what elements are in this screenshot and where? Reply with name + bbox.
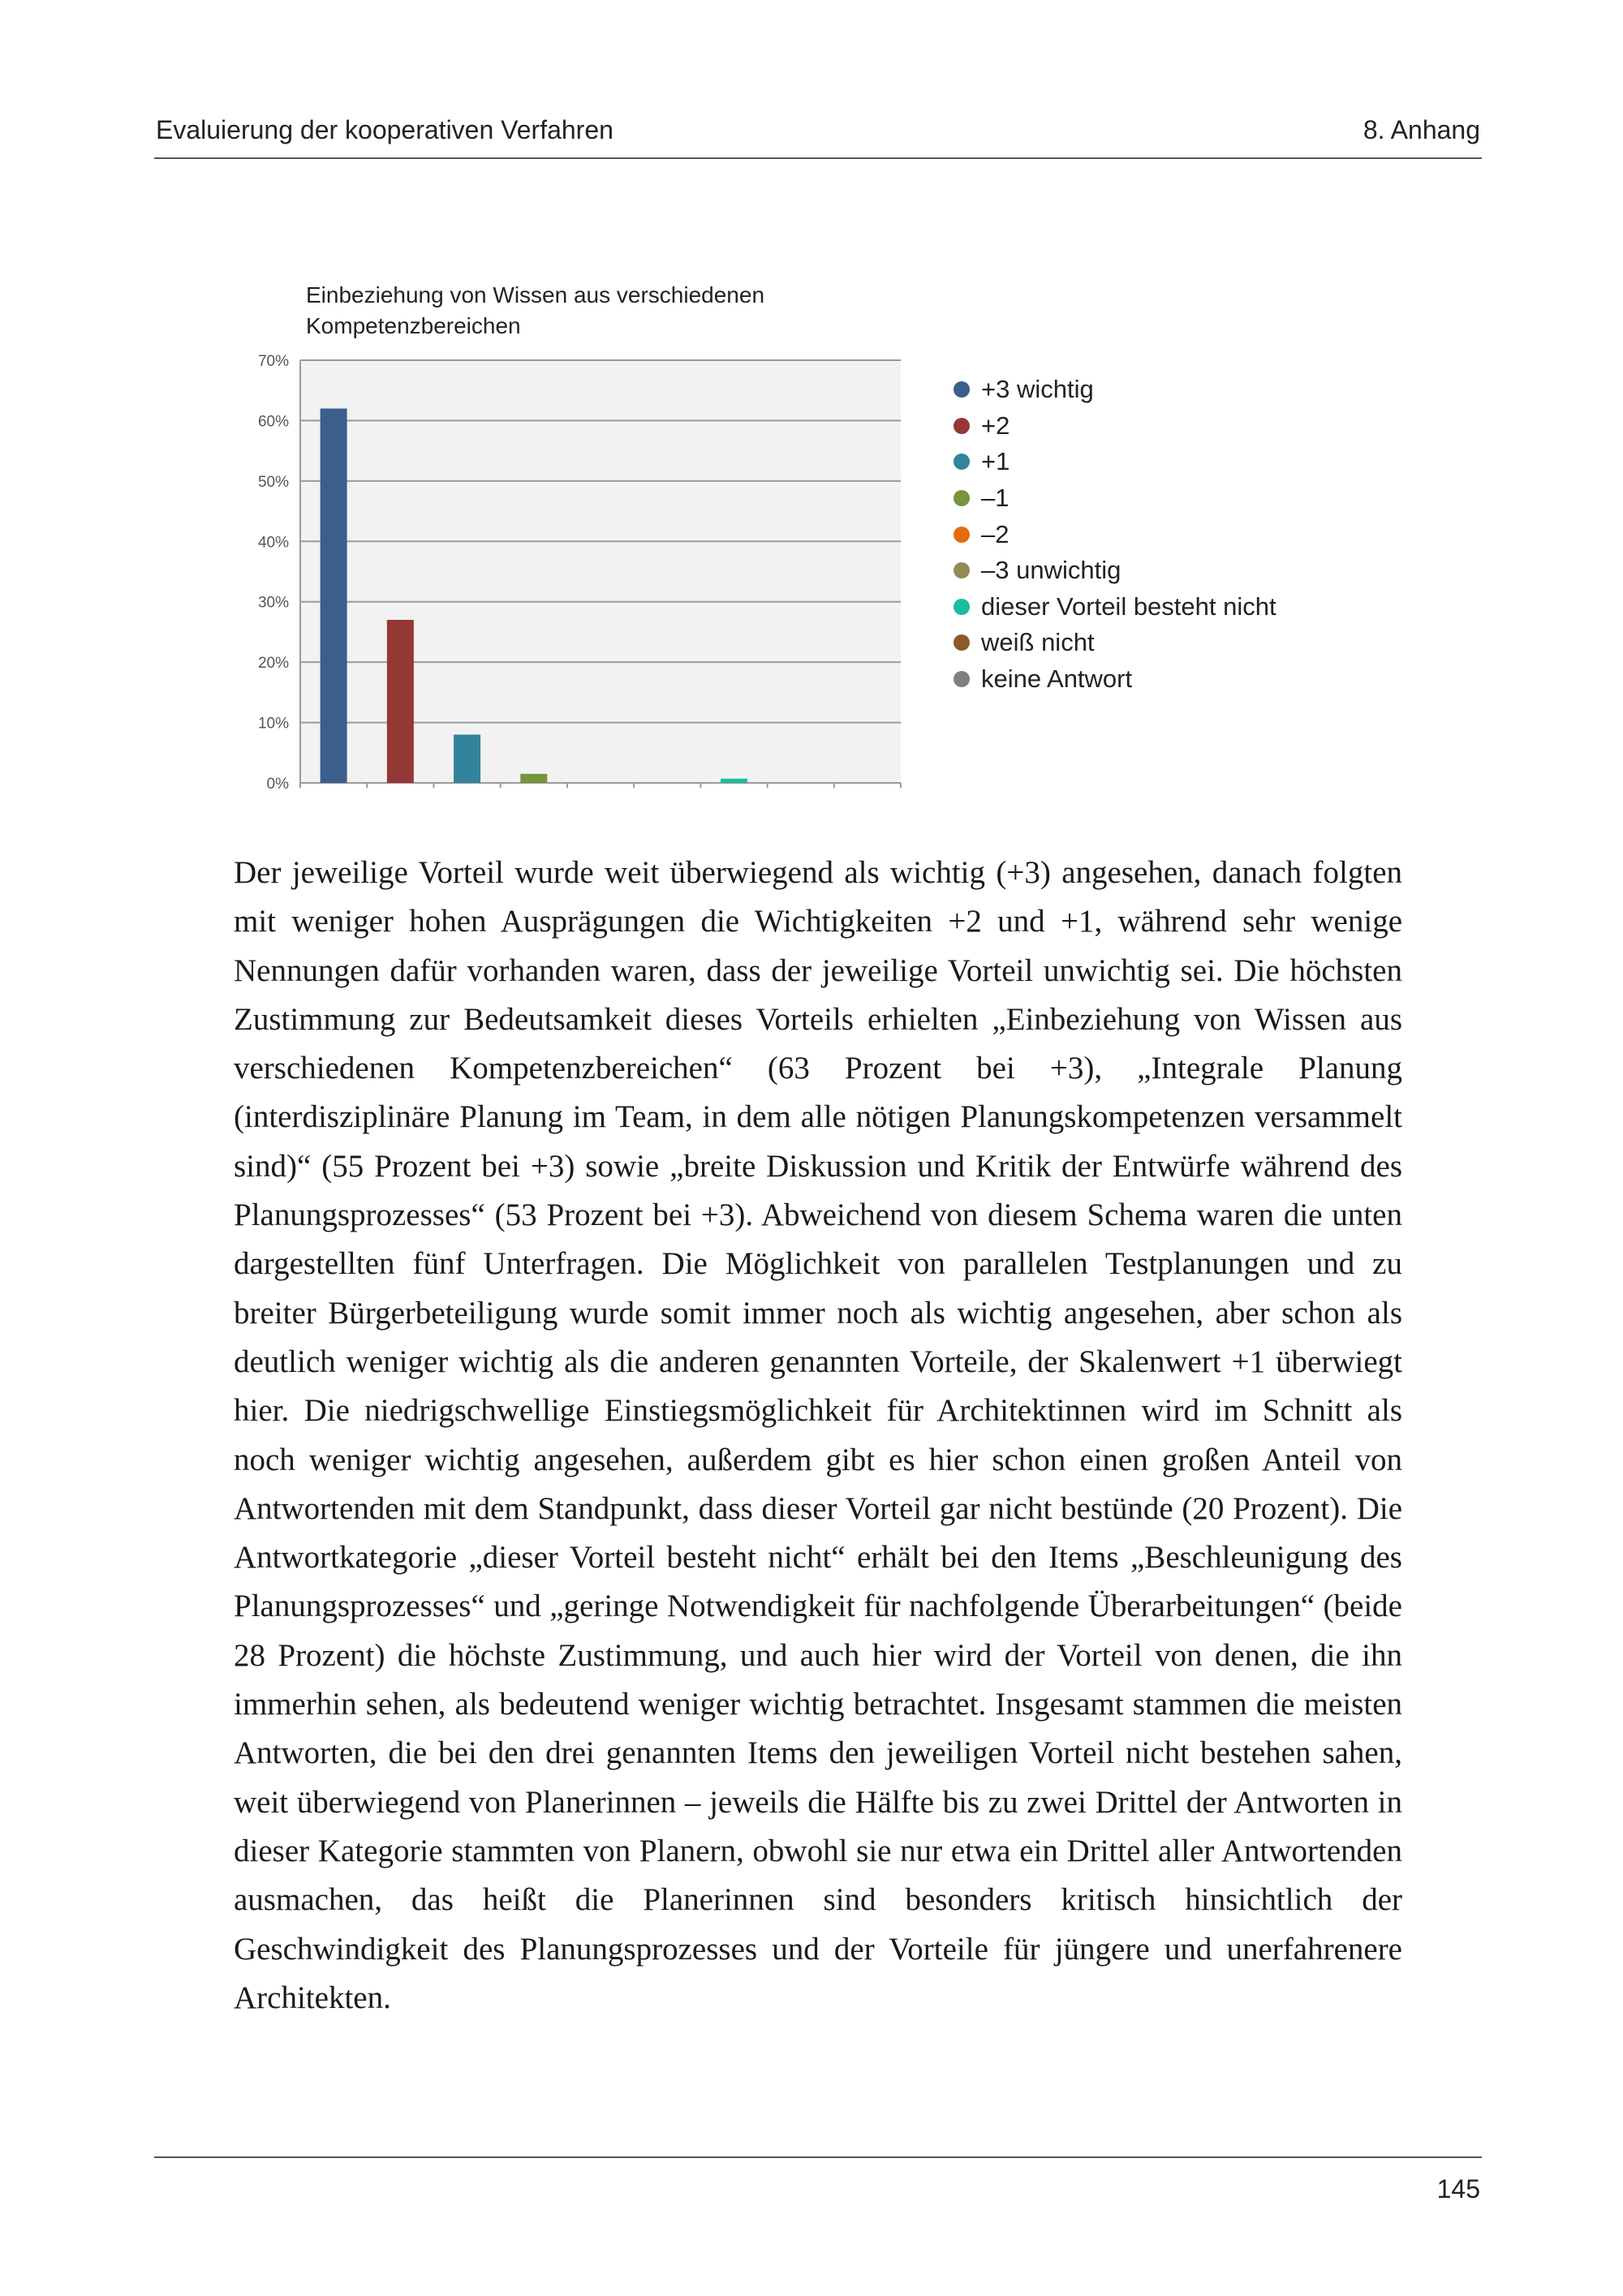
legend-label: –1 bbox=[981, 484, 1010, 513]
legend-label: –3 unwichtig bbox=[981, 556, 1121, 585]
legend-marker bbox=[954, 490, 970, 506]
legend-marker bbox=[954, 599, 970, 615]
y-tick-label: 60% bbox=[257, 413, 289, 431]
legend-marker bbox=[954, 634, 970, 651]
y-tick-label: 10% bbox=[257, 715, 289, 733]
bar-3 bbox=[454, 734, 480, 783]
legend-label: weiß nicht bbox=[981, 628, 1095, 657]
page-number: 145 bbox=[1436, 2174, 1480, 2204]
chart-legend bbox=[954, 372, 1276, 697]
y-tick-label: 70% bbox=[257, 353, 289, 370]
body-paragraph: Der jeweilige Vorteil wurde weit überwiegend als wichtig (+3) angesehen, danach folgten mit weniger hohen Ausprägungen die Wichtigkeiten +2 und +1, während sehr wenige Nennungen dafür vorhanden waren, dass der jeweilige Vorteil unwichtig sei. Die höchsten Zustimmung zur Bedeutsamkeit dieses Vorteils erhielten „Einbeziehung von Wissen aus verschiedenen Kompetenzbereichen“ (63 Prozent bei +3), „Integrale Planung (interdisziplinäre Planung im Team, in dem alle nötigen Planungskompetenzen versammelt sind)“ (55 Prozent bei +3) sowie „breite Diskussion und Kritik der Entwürfe während des Planungsprozesses“ (53 Prozent bei +3). Abweichend von diesem Schema waren die unten dargestellten fünf Unterfragen. Die Möglichkeit von parallelen Testplanungen und zu breiter Bürgerbeteiligung wurde somit immer noch als wichtig angesehen, aber schon als deutlich weniger wichtig als die anderen genannten Vorteile, der Skalenwert +1 überwiegt hier. Die niedrigschwellige Einstiegsmöglichkeit für Architektinnen wird im Schnitt als noch weniger wichtig angesehen, außerdem gibt es hier schon einen großen Anteil von Antwortenden mit dem Standpunkt, dass dieser Vorteil gar nicht bestünde (20 Prozent). Die Antwortkategorie „dieser Vorteil besteht nicht“ erhält bei den Items „Beschleunigung des Planungsprozesses“ und „geringe Notwendigkeit für nachfolgende Überarbeitungen“ (beide 28 Prozent) die höchste Zustimmung, und auch hier wird der Vorteil von denen, die ihn immerhin sehen, als bedeutend weniger wichtig betrachtet. Insgesamt stammen die meisten Antworten, die bei den drei genannten Items den jeweiligen Vorteil nicht bestehen sahen, weit überwiegend von Planerinnen – jeweils die Hälfte bis zu zwei Drittel der Antworten in dieser Kategorie stammten von Planern, obwohl sie nur etwa ein Drittel aller Antwortenden ausmachen, das heißt die Planerinnen sind besonders kritisch hinsichtlich der Geschwindigkeit des Planungsprozesses und der Vorteile für jüngere und unerfahrenere Architekten. bbox=[234, 855, 1402, 2015]
chart-title: Einbeziehung von Wissen aus verschiedenen Kompetenzbereichen bbox=[306, 282, 765, 338]
legend-item bbox=[954, 372, 1276, 408]
legend-marker bbox=[954, 562, 970, 578]
bar-2 bbox=[387, 620, 414, 783]
header-title: Evaluierung der kooperativen Verfahren bbox=[156, 115, 613, 144]
legend-item bbox=[954, 480, 1276, 517]
legend-label: +1 bbox=[981, 447, 1010, 476]
legend-item bbox=[954, 444, 1276, 480]
y-tick-label: 40% bbox=[257, 534, 289, 552]
header-section: 8. Anhang bbox=[1363, 115, 1480, 144]
legend-marker bbox=[954, 418, 970, 434]
bar-1 bbox=[321, 409, 347, 783]
legend-marker bbox=[954, 454, 970, 470]
y-tick-label: 0% bbox=[266, 776, 289, 793]
legend-item bbox=[954, 408, 1276, 445]
y-tick-label: 30% bbox=[257, 594, 289, 612]
legend-item bbox=[954, 661, 1276, 698]
legend-item bbox=[954, 553, 1276, 589]
bar-7 bbox=[721, 779, 747, 783]
legend-item bbox=[954, 625, 1276, 661]
legend-label: +3 wichtig bbox=[981, 375, 1094, 404]
legend-marker bbox=[954, 527, 970, 543]
page-footer bbox=[154, 2156, 1482, 2204]
y-tick-label: 20% bbox=[257, 655, 289, 673]
y-tick-label: 50% bbox=[257, 473, 289, 491]
bar-4 bbox=[520, 774, 547, 783]
page-header bbox=[154, 112, 1482, 159]
legend-marker bbox=[954, 381, 970, 398]
legend-marker bbox=[954, 671, 970, 687]
legend-label: –2 bbox=[981, 519, 1010, 548]
bar-chart bbox=[227, 345, 925, 799]
legend-label: +2 bbox=[981, 411, 1010, 440]
legend-item bbox=[954, 589, 1276, 626]
legend-label: dieser Vorteil besteht nicht bbox=[981, 591, 1276, 621]
legend-item bbox=[954, 516, 1276, 553]
legend-label: keine Antwort bbox=[981, 664, 1133, 694]
